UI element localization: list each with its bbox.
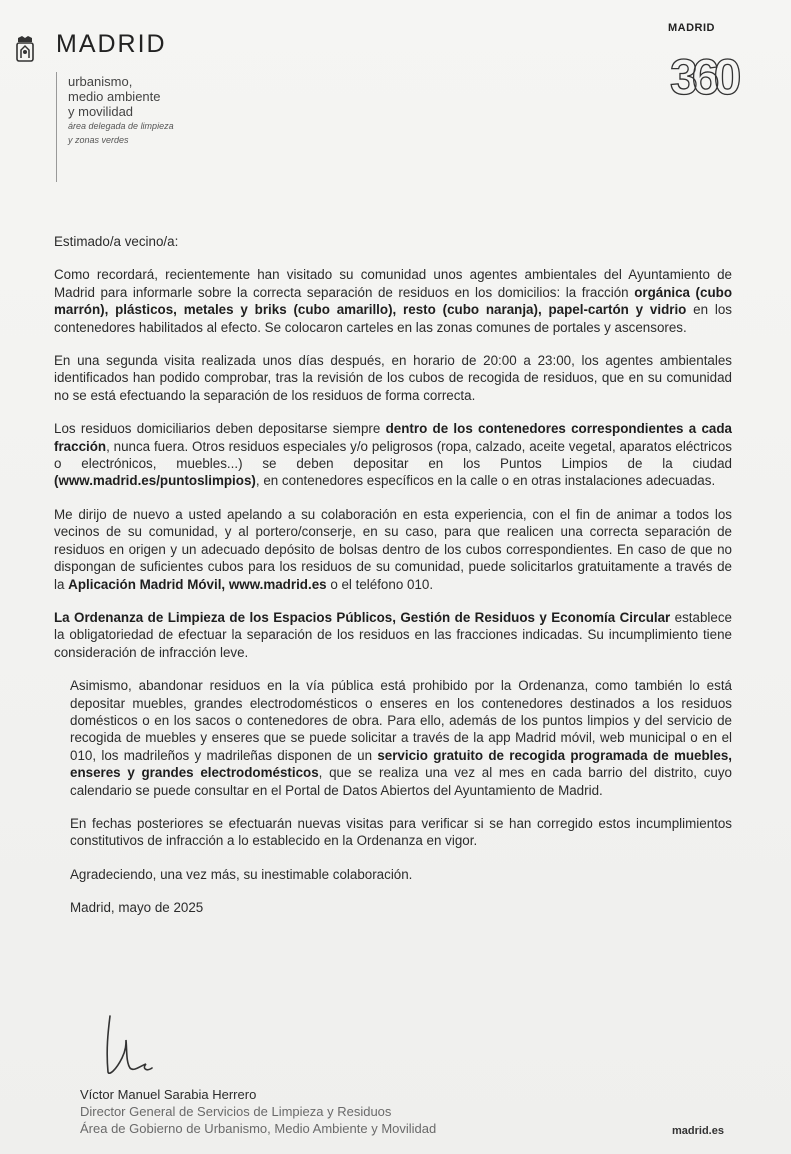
place-date: Madrid, mayo de 2025 xyxy=(70,900,204,916)
salutation: Estimado/a vecino/a: xyxy=(54,234,179,249)
dept-sub-line: área delegada de limpieza xyxy=(68,121,174,131)
dept-sub-line: y zonas verdes xyxy=(68,135,129,145)
madrid-360-logo xyxy=(666,22,754,102)
paragraph-5: La Ordenanza de Limpieza de los Espacios Públicos, Gestión de Residuos y Economía Circular establece la obligatoriedad de efectuar la separación de los residuos en las fracciones indicadas. Su incumplimiento tiene consideración de infracción leve. xyxy=(54,609,732,660)
paragraph-6: Asimismo, abandonar residuos en la vía pública está prohibido por la Ordenanza, como también lo está depositar muebles, grandes electrodomésticos o enseres en los contenedores destinados a los residuos domésticos o en los sacos o contenedores de obra. Para ello, además de los puntos limpios y del servicio de recogida de muebles y enseres que se puede solicitar a través de la app Madrid móvil, web municipal o en el 010, los madrileños y madrileñas disponen de un servicio gratuito de recogida programada de muebles, enseres y grandes electrodomésticos, que se realiza una vez al mes en cada barrio del distrito, cuyo calendario se puede consultar en el Portal de Datos Abiertos del Ayuntamiento de Madrid. xyxy=(70,678,732,798)
header-divider xyxy=(56,72,57,182)
org-name: MADRID xyxy=(56,30,167,58)
madrid-360-mark-icon xyxy=(666,22,754,102)
signer-department: Área de Gobierno de Urbanismo, Medio Ambiente y Movilidad xyxy=(80,1121,437,1136)
dept-line: medio ambiente xyxy=(68,89,161,104)
paragraph-1: Como recordará, recientemente han visitado su comunidad unos agentes ambientales del Ayuntamiento de Madrid para informarle sobre la correcta separación de residuos en los domicilios: la fracción orgánica (cubo marrón), plásticos, metales y briks (cubo amarillo), resto (cubo naranja), papel-cartón y vidrio en los contenedores habilitados al efecto. Se colocaron carteles en las zonas comunes de portales y ascensores. xyxy=(54,267,733,335)
closing: Agradeciendo, una vez más, su inestimable colaboración. xyxy=(70,866,413,882)
handwritten-signature xyxy=(96,1010,176,1080)
signer-name: Víctor Manuel Sarabia Herrero xyxy=(80,1087,257,1102)
footer-website: madrid.es xyxy=(672,1125,724,1137)
letter-body xyxy=(54,233,732,933)
paragraph-2: En una segunda visita realizada unos días después, en horario de 20:00 a 23:00, los agentes ambientales identificados han podido comprobar, tras la revisión de los cubos de recogida de residuos, que en su comunidad no se está efectuando la separación de los residuos de forma correcta. xyxy=(54,353,732,403)
madrid-360-label: MADRID xyxy=(668,22,715,34)
paragraph-4: Me dirijo de nuevo a usted apelando a su colaboración en esta experiencia, con el fin de animar a todos los vecinos de su comunidad, y al portero/conserje, en su caso, para que realicen una correcta separación de residuos en origen y un adecuado depósito de bolsas dentro de los cubos correspondientes. En caso de que no dispongan de suficientes cubos para los residuos de su comunidad, puede solicitarlos gratuitamente a través de la Aplicación Madrid Móvil, www.madrid.es o el teléfono 010. xyxy=(54,506,732,592)
dept-line: urbanismo, xyxy=(68,74,133,89)
dept-line: y movilidad xyxy=(68,104,134,119)
paragraph-7: En fechas posteriores se efectuarán nuevas visitas para verificar si se han corregido estos incumplimientos constitutivos de infracción a lo establecido en la Ordenanza en vigor. xyxy=(70,815,732,849)
madrid-360-number: 360 xyxy=(670,49,736,102)
department-block xyxy=(68,74,268,147)
madrid-crest-icon xyxy=(14,34,36,64)
paragraph-3: Los residuos domiciliarios deben depositarse siempre dentro de los contenedores correspondientes a cada fracción, nunca fuera. Otros residuos especiales y/o peligrosos (ropa, calzado, aceite vegetal, aparatos eléctricos o electrónicos, muebles...) se deben depositar en los Puntos Limpios de la ciudad (www.madrid.es/puntoslimpios), en contenedores específicos en la calle o en otras instalaciones adecuadas. xyxy=(54,421,732,489)
signer-title: Director General de Servicios de Limpieza y Residuos xyxy=(80,1104,392,1119)
signer-block xyxy=(80,1086,436,1137)
